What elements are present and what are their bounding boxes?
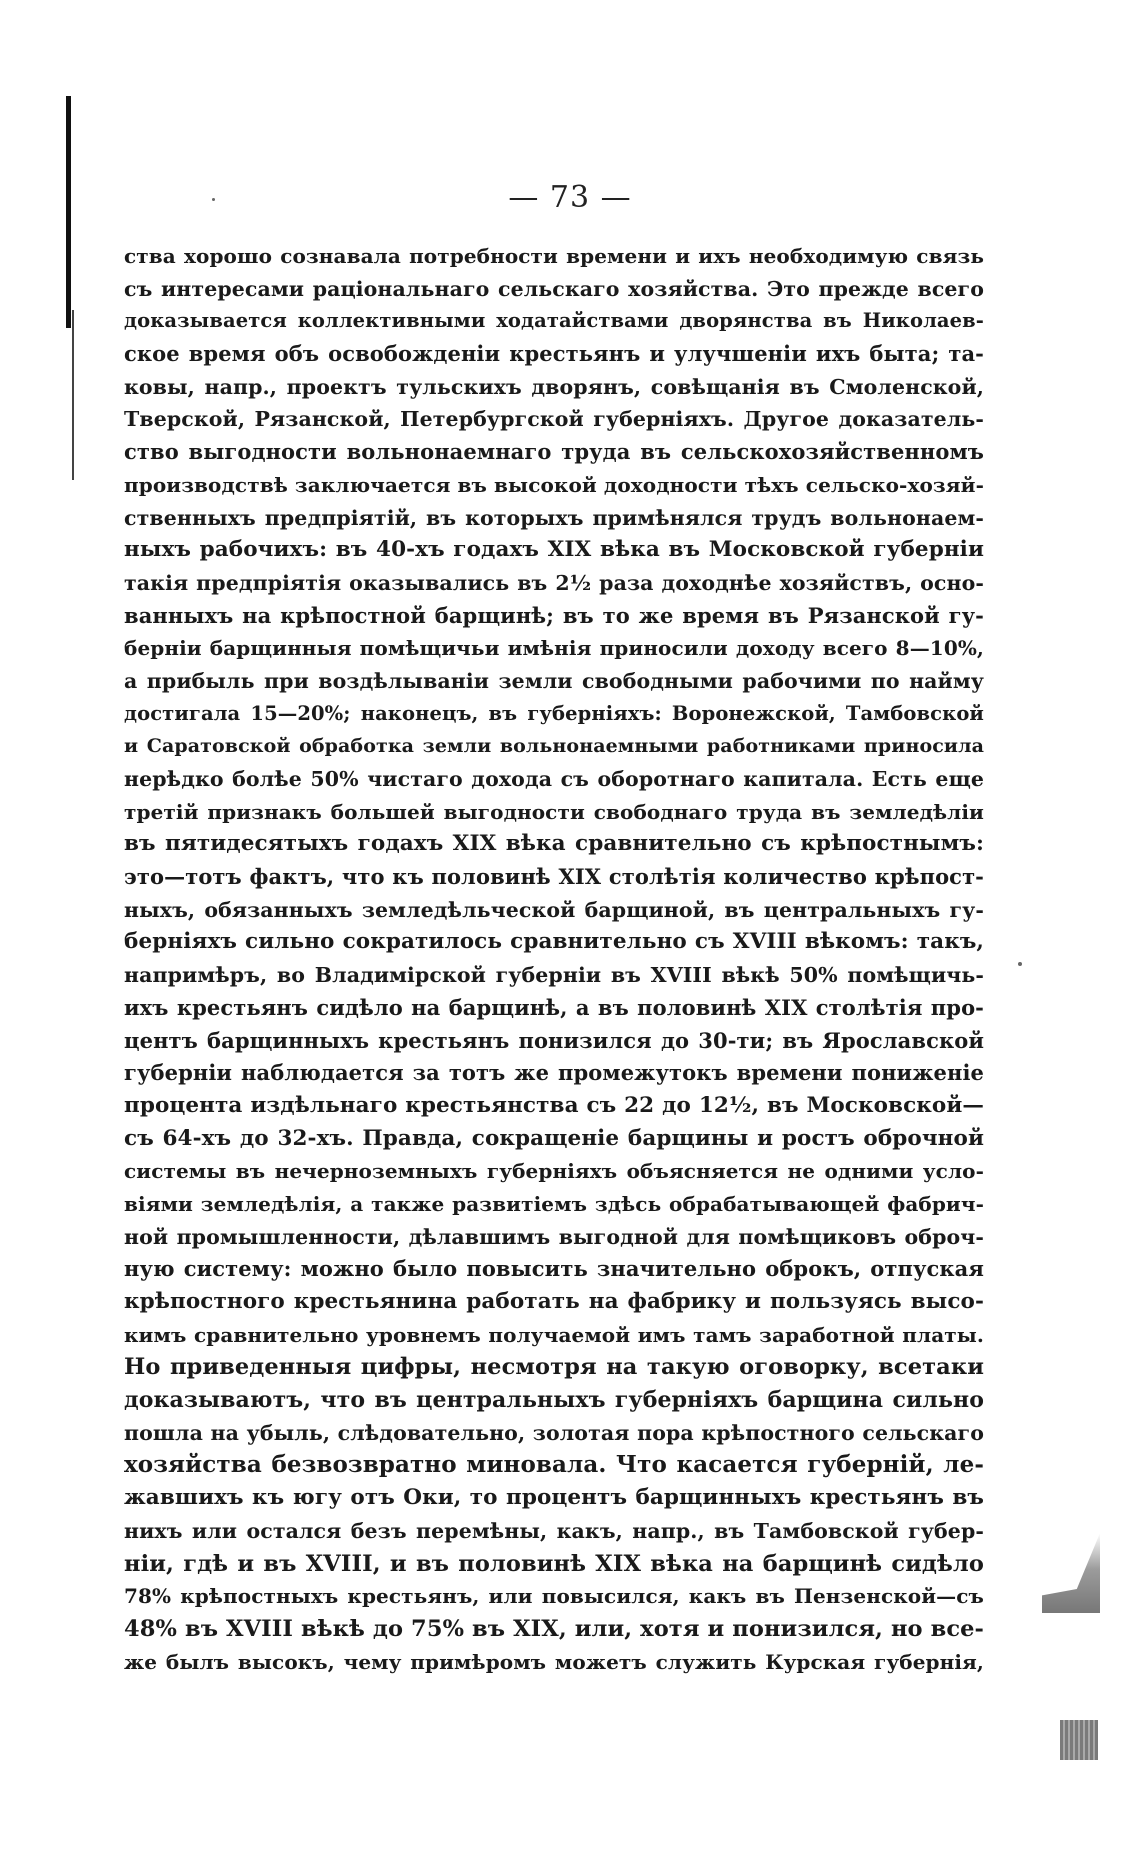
text-line: ныхъ, обязанныхъ земледѣльческой барщиной, въ центральныхъ гу- (124, 897, 984, 922)
text-line: ственныхъ предпріятій, въ которыхъ примѣнялся трудъ вольнонаем- (124, 505, 984, 530)
text-line: ихъ крестьянъ сидѣло на барщинѣ, а въ половинѣ XIX столѣтія про- (124, 994, 984, 1020)
body-text (124, 240, 984, 1678)
text-line: ковы, напр., проектъ тульскихъ дворянъ, совѣщанія въ Смоленской, (124, 374, 984, 399)
text-line: хозяйства безвозвратно миновала. Что касается губерній, ле- (124, 1451, 984, 1479)
text-line: центъ барщинныхъ крестьянъ понизился до 30-ти; въ Ярославской (124, 1027, 984, 1053)
text-line: ство выгодности вольнонаемнаго труда въ сельскохозяйственномъ (124, 439, 984, 465)
text-line: 78% крѣпостныхъ крестьянъ, или повысился, какъ въ Пензенской—съ (124, 1584, 984, 1609)
text-line: ства хорошо сознавала потребности времени и ихъ необходимую связь (124, 244, 984, 268)
page-number: — 73 — (508, 180, 632, 215)
text-line: съ интересами раціональнаго сельскаго хозяйства. Это прежде всего (124, 276, 984, 301)
text-line: это—тотъ фактъ, что къ половинѣ XIX столѣтія количество крѣпост- (124, 864, 984, 890)
text-line: ной промышленности, дѣлавшимъ выгодной для помѣщиковъ оброч- (124, 1224, 984, 1249)
text-line: нерѣдко болѣе 50% чистаго дохода съ оборотнаго капитала. Есть еще (124, 767, 984, 791)
text-line: третій признакъ большей выгодности свободнаго труда въ земледѣліи (124, 799, 984, 824)
text-line: віями земледѣлія, а также развитіемъ здѣсь обрабатывающей фабрич- (124, 1191, 984, 1216)
scan-speck (1018, 962, 1022, 966)
text-line: нихъ или остался безъ перемѣны, какъ, напр., въ Тамбовской губер- (124, 1518, 984, 1543)
text-line: напримѣръ, во Владимірской губерніи въ XVIII вѣкѣ 50% помѣщичь- (124, 963, 984, 988)
text-line: Тверской, Рязанской, Петербургской губерніяхъ. Другое доказатель- (124, 407, 984, 432)
text-line: такія предпріятія оказывались въ 2½ раза доходнѣе хозяйствъ, осно- (124, 570, 984, 595)
text-line: ванныхъ на крѣпостной барщинѣ; въ то же время въ Рязанской гу- (124, 602, 984, 628)
text-line: доказывается коллективными ходатайствами дворянства въ Николаев- (124, 309, 984, 333)
text-line: 48% въ XVIII вѣкѣ до 75% въ XIX, или, хотя и понизился, но все- (124, 1615, 984, 1642)
text-line: пошла на убыль, слѣдовательно, золотая пора крѣпостного сельскаго (124, 1420, 984, 1445)
scan-wedge-right (1042, 1533, 1100, 1613)
text-line: Но приведенныя цифры, несмотря на такую оговорку, всетаки (124, 1354, 984, 1381)
text-line: берніяхъ сильно сократилось сравнительно съ XVIII вѣкомъ: такъ, (124, 929, 984, 955)
text-line: ніи, гдѣ и въ XVIII, и въ половинѣ XIX вѣка на барщинѣ сидѣло (124, 1550, 984, 1577)
text-line: ныхъ рабочихъ: въ 40-хъ годахъ XIX вѣка въ Московской губерніи (124, 537, 984, 563)
text-line: кимъ сравнительно уровнемъ получаемой имъ тамъ заработной платы. (124, 1322, 984, 1347)
text-line: системы въ нечерноземныхъ губерніяхъ объясняется не одними усло- (124, 1159, 984, 1184)
text-line: процента издѣльнаго крестьянства съ 22 до 12½, въ Московской— (124, 1092, 984, 1118)
text-line: производствѣ заключается въ высокой доходности тѣхъ сельско-хозяй- (124, 472, 984, 497)
text-line: а прибыль при воздѣлываніи земли свободными рабочими по найму (124, 668, 984, 693)
text-line: берніи барщинныя помѣщичьи имѣнія приносили доходу всего 8—10%, (124, 636, 984, 661)
scan-edge-left-thin (72, 310, 74, 480)
text-line: крѣпостного крестьянина работать на фабрику и пользуясь высо- (124, 1289, 984, 1314)
text-line: достигала 15—20%; наконецъ, въ губерніяхъ: Воронежской, Тамбовской (124, 701, 984, 725)
text-line: же былъ высокъ, чему примѣромъ можетъ служить Курская губернія, (124, 1649, 984, 1674)
text-line: въ пятидесятыхъ годахъ XIX вѣка сравнительно съ крѣпостнымъ: (124, 831, 984, 857)
text-line: ское время объ освобожденіи крестьянъ и улучшеніи ихъ быта; та- (124, 341, 984, 367)
text-line: съ 64-хъ до 32-хъ. Правда, сокращеніе барщины и ростъ оброчной (124, 1125, 984, 1151)
text-line: ную систему: можно было повысить значительно оброкъ, отпуская (124, 1256, 984, 1282)
text-line: жавшихъ къ югу отъ Оки, то процентъ барщинныхъ крестьянъ въ (124, 1485, 984, 1511)
text-line: губерніи наблюдается за тотъ же промежутокъ времени пониженіе (124, 1060, 984, 1086)
scan-block-right (1060, 1720, 1098, 1760)
text-line: и Саратовской обработка земли вольнонаемными работниками приносила (124, 735, 984, 758)
text-line: доказываютъ, что въ центральныхъ губерніяхъ барщина сильно (124, 1387, 984, 1414)
